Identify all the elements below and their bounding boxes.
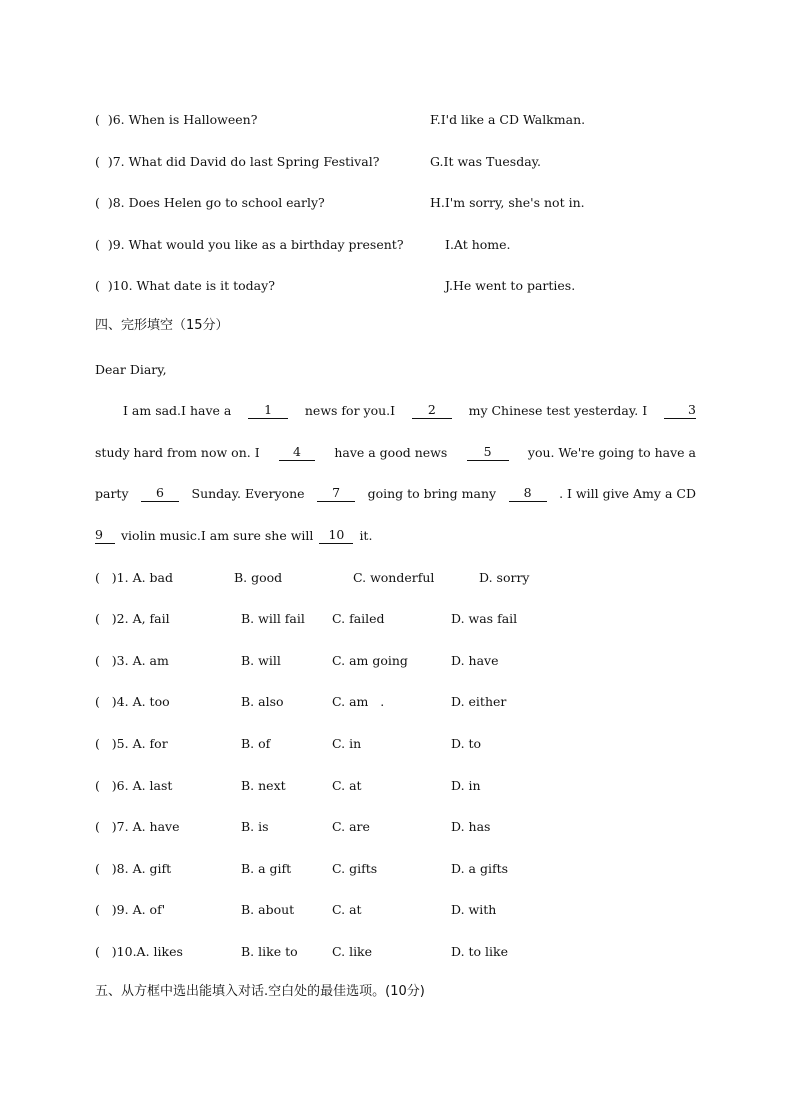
blank-1: 1 [248, 403, 288, 419]
option-d: D. have [451, 653, 499, 668]
option-a: ( )10.A. likes [95, 944, 183, 959]
passage-text: news for you.I [304, 403, 396, 418]
option-c: C. in [332, 736, 362, 751]
option-a: ( )8. A. gift [95, 861, 172, 876]
matching-answer: H.I'm sorry, she's not in. [430, 195, 585, 210]
option-b: B. will [241, 653, 281, 668]
option-c: C. wonderful [353, 570, 435, 585]
option-d: D. to like [451, 944, 509, 959]
blank-4: 4 [279, 445, 315, 461]
matching-answer: J.He went to parties. [445, 278, 576, 293]
option-d: D. in [451, 778, 481, 793]
matching-question: ( )10. What date is it today? [95, 278, 275, 293]
passage-text: have a good news [334, 445, 448, 460]
passage-text: . I will give Amy a CD [559, 486, 696, 501]
matching-question: ( )9. What would you like as a birthday present? [95, 237, 404, 252]
option-d: D. either [451, 694, 507, 709]
option-c: C. at [332, 902, 362, 917]
passage-text: you. We're going to have a [527, 445, 696, 460]
option-d: D. a gifts [451, 861, 509, 876]
passage-text: my Chinese test yesterday. I [468, 403, 648, 418]
option-a: ( )1. A. bad [95, 570, 174, 585]
option-a: ( )3. A. am [95, 653, 169, 668]
passage-line-2 [95, 445, 696, 461]
passage-line-3 [95, 486, 696, 502]
passage-text: Sunday. Everyone [191, 486, 305, 501]
option-a: ( )4. A. too [95, 694, 170, 709]
option-b: B. is [241, 819, 269, 834]
passage-text: party [95, 486, 129, 501]
passage-text: I am sad.I have a [123, 403, 232, 418]
matching-question: ( )8. Does Helen go to school early? [95, 195, 325, 210]
option-a: ( )6. A. last [95, 778, 173, 793]
blank-10: 10 [319, 528, 353, 544]
option-a: ( )2. A, fail [95, 611, 170, 626]
option-b: B. next [241, 778, 286, 793]
matching-answer: I.At home. [445, 237, 511, 252]
option-c: C. am . [332, 694, 385, 709]
option-a: ( )9. A. of' [95, 902, 166, 917]
matching-question: ( )7. What did David do last Spring Festival? [95, 154, 380, 169]
option-b: B. also [241, 694, 284, 709]
blank-2: 2 [412, 403, 452, 419]
option-d: D. to [451, 736, 482, 751]
option-b: B. good [234, 570, 283, 585]
option-a: ( )7. A. have [95, 819, 180, 834]
option-d: D. with [451, 902, 497, 917]
option-a: ( )5. A. for [95, 736, 168, 751]
blank-9: 9 [95, 528, 115, 544]
option-b: B. will fail [241, 611, 305, 626]
matching-answer: F.I'd like a CD Walkman. [430, 112, 586, 127]
option-b: B. of [241, 736, 271, 751]
option-b: B. like to [241, 944, 298, 959]
blank-7: 7 [317, 486, 355, 502]
option-d: D. was fail [451, 611, 518, 626]
option-c: C. at [332, 778, 362, 793]
blank-5: 5 [467, 445, 509, 461]
passage-text: going to bring many [367, 486, 497, 501]
option-b: B. a gift [241, 861, 292, 876]
passage-line-4 [95, 528, 372, 544]
salutation: Dear Diary, [95, 362, 167, 377]
section-5-heading: 五、从方框中选出能填入对话.空白处的最佳选项。(10分) [95, 984, 425, 999]
option-c: C. like [332, 944, 373, 959]
matching-question: ( )6. When is Halloween? [95, 112, 258, 127]
option-b: B. about [241, 902, 295, 917]
passage-text: violin music.I am sure she will [121, 528, 314, 543]
blank-8: 8 [509, 486, 547, 502]
option-c: C. gifts [332, 861, 378, 876]
blank-3: 3 [664, 403, 696, 419]
option-d: D. has [451, 819, 491, 834]
option-c: C. am going [332, 653, 408, 668]
blank-6: 6 [141, 486, 179, 502]
passage-text: study hard from now on. I [95, 445, 260, 460]
passage-line-1 [123, 403, 696, 419]
option-c: C. failed [332, 611, 385, 626]
option-d: D. sorry [479, 570, 530, 585]
matching-answer: G.It was Tuesday. [430, 154, 542, 169]
section-4-heading: 四、完形填空（15分） [95, 318, 229, 333]
option-c: C. are [332, 819, 370, 834]
passage-text: it. [359, 528, 373, 543]
